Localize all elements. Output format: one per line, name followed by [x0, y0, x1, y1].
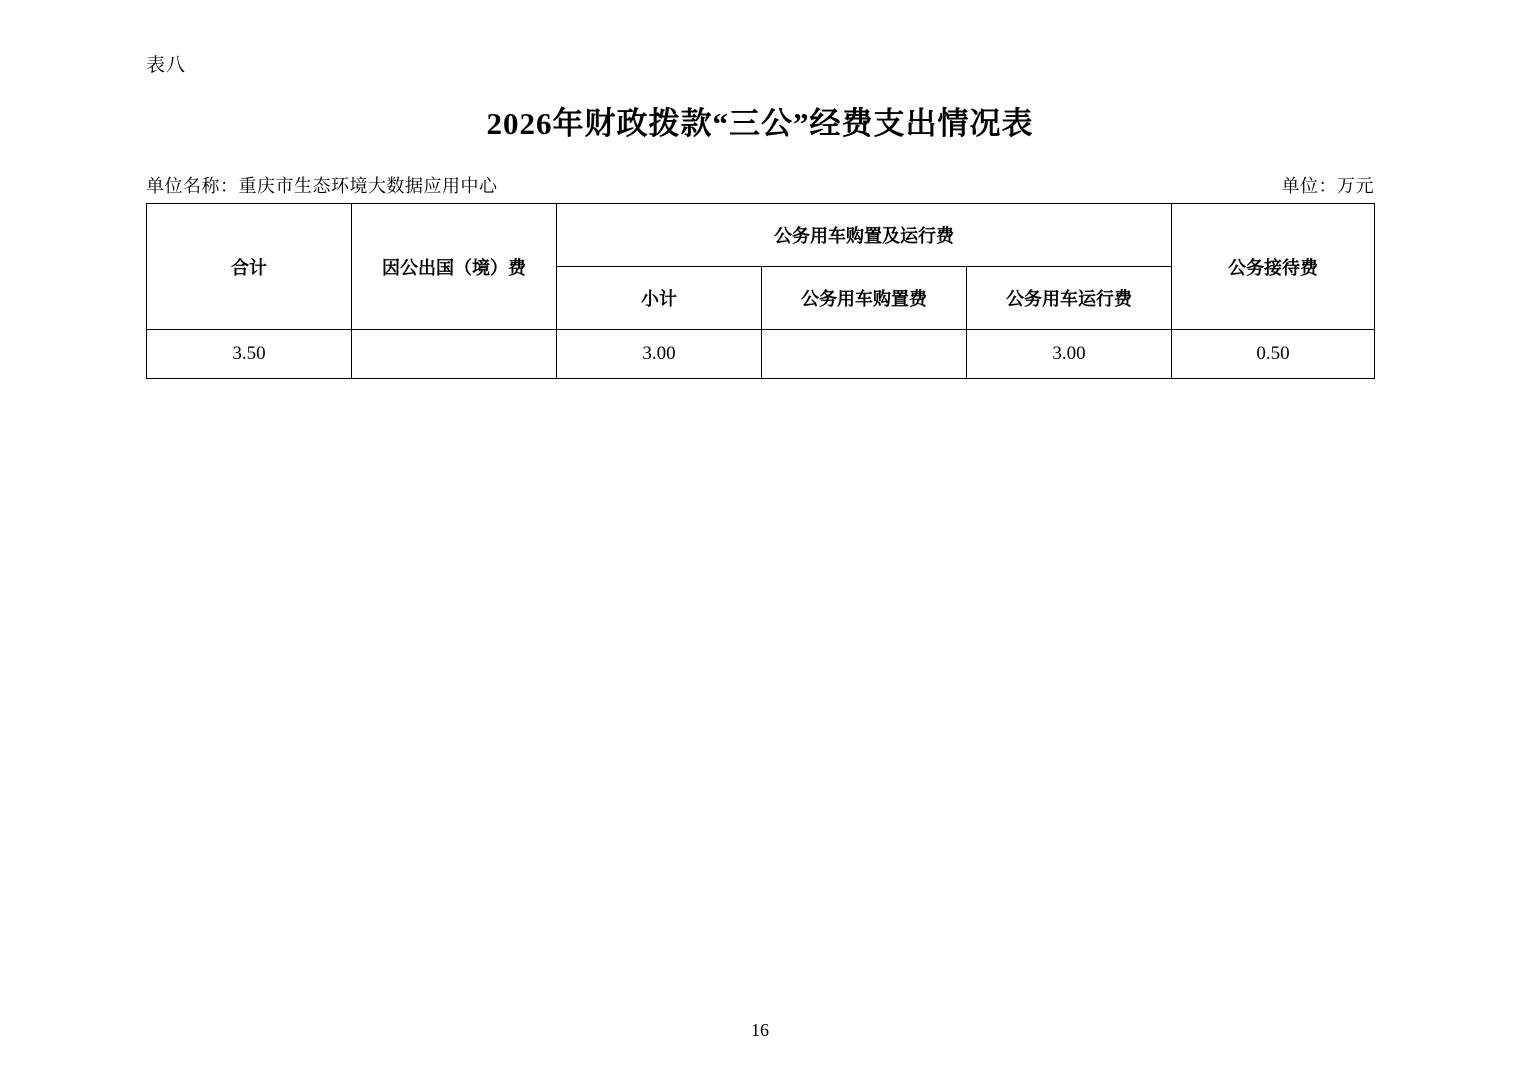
page-title: 2026年财政拨款“三公”经费支出情况表	[486, 106, 1034, 141]
table-mark: 表八	[146, 55, 187, 76]
table-header-row-1	[147, 204, 1375, 267]
unit-name	[146, 172, 498, 198]
cell-vehicle-subtotal: 3.00	[557, 330, 762, 379]
cell-vehicle-operation: 3.00	[967, 330, 1172, 379]
unit-name-value: 重庆市生态环境大数据应用中心	[238, 176, 498, 196]
header-vehicle-subtotal: 小计	[557, 267, 762, 330]
header-vehicle-group: 公务用车购置及运行费	[557, 204, 1172, 267]
unit-name-label: 单位名称：	[146, 176, 239, 196]
header-reception: 公务接待费	[1172, 204, 1375, 330]
header-abroad: 因公出国（境）费	[352, 204, 557, 330]
header-total: 合计	[147, 204, 352, 330]
table-row	[147, 330, 1375, 379]
cell-reception: 0.50	[1172, 330, 1375, 379]
meta-row	[146, 172, 1374, 196]
cell-total: 3.50	[147, 330, 352, 379]
cell-abroad	[352, 330, 557, 379]
page-number: 16	[751, 1020, 769, 1040]
cell-vehicle-purchase	[762, 330, 967, 379]
header-vehicle-operation: 公务用车运行费	[967, 267, 1172, 330]
header-vehicle-purchase: 公务用车购置费	[762, 267, 967, 330]
amount-unit: 单位：万元	[1281, 176, 1374, 196]
three-public-expenditure-table	[146, 203, 1375, 379]
